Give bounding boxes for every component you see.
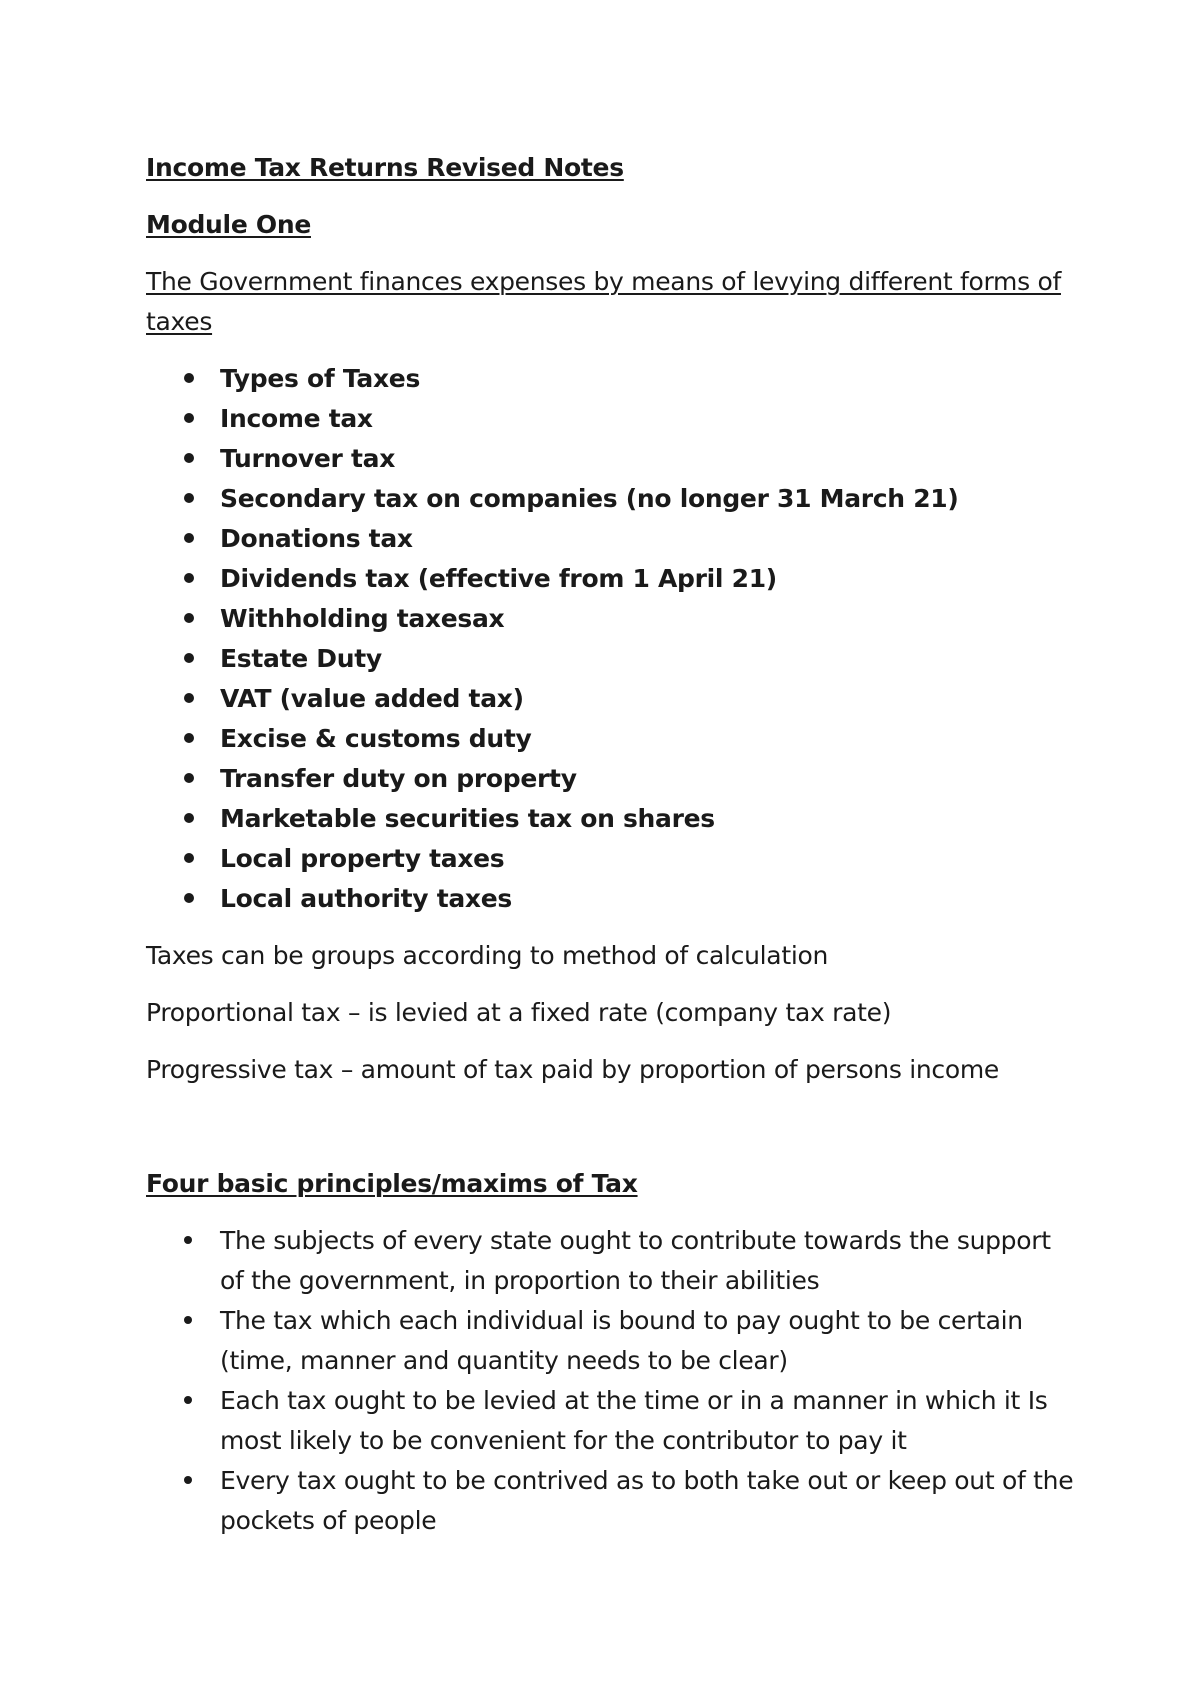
- document-body: [146, 148, 1076, 1558]
- bullet-icon: [184, 573, 194, 583]
- paragraph-progressive-tax: Progressive tax – amount of tax paid by proportion of persons income: [146, 1055, 999, 1084]
- bullet-icon: [184, 893, 194, 903]
- list-item: Transfer duty on property: [146, 759, 1076, 799]
- list-item: Turnover tax: [146, 439, 1076, 479]
- bullet-icon: [184, 1476, 192, 1484]
- list-item: Marketable securities tax on shares: [146, 799, 1076, 839]
- bullet-icon: [184, 1396, 192, 1404]
- list-item: Dividends tax (effective from 1 April 21): [146, 559, 1076, 599]
- document-title: Income Tax Returns Revised Notes: [146, 153, 624, 182]
- list-item: Donations tax: [146, 519, 1076, 559]
- paragraph-proportional-tax: Proportional tax – is levied at a fixed rate (company tax rate): [146, 998, 892, 1027]
- bullet-icon: [184, 773, 194, 783]
- bullet-icon: [184, 453, 194, 463]
- list-item: Each tax ought to be levied at the time or in a manner in which it Is most likely to be convenient for the contributor to pay it: [146, 1381, 1076, 1461]
- principles-list: [146, 1221, 1076, 1541]
- bullet-icon: [184, 533, 194, 543]
- bullet-icon: [184, 493, 194, 503]
- paragraph-tax-groups: Taxes can be groups according to method of calculation: [146, 941, 829, 970]
- principles-heading: Four basic principles/maxims of Tax: [146, 1169, 638, 1198]
- module-heading: Module One: [146, 210, 311, 239]
- list-item: VAT (value added tax): [146, 679, 1076, 719]
- tax-types-list: [146, 359, 1076, 919]
- section-spacer: [146, 1107, 1076, 1164]
- list-item: Local authority taxes: [146, 879, 1076, 919]
- bullet-icon: [184, 1316, 192, 1324]
- list-item: Secondary tax on companies (no longer 31 March 21): [146, 479, 1076, 519]
- bullet-icon: [184, 373, 194, 383]
- intro-text: The Government finances expenses by means of levying different forms of taxes: [146, 267, 1061, 336]
- bullet-icon: [184, 733, 194, 743]
- list-item: Every tax ought to be contrived as to both take out or keep out of the pockets of people: [146, 1461, 1076, 1541]
- list-item: The subjects of every state ought to contribute towards the support of the government, in proportion to their abilities: [146, 1221, 1076, 1301]
- bullet-icon: [184, 693, 194, 703]
- list-item: Local property taxes: [146, 839, 1076, 879]
- bullet-icon: [184, 813, 194, 823]
- bullet-icon: [184, 1236, 192, 1244]
- bullet-icon: [184, 613, 194, 623]
- bullet-icon: [184, 413, 194, 423]
- bullet-icon: [184, 853, 194, 863]
- list-item: Estate Duty: [146, 639, 1076, 679]
- list-item: Excise & customs duty: [146, 719, 1076, 759]
- list-item: Income tax: [146, 399, 1076, 439]
- list-item: Types of Taxes: [146, 359, 1076, 399]
- bullet-icon: [184, 653, 194, 663]
- list-item: The tax which each individual is bound to pay ought to be certain (time, manner and quantity needs to be clear): [146, 1301, 1076, 1381]
- list-item: Withholding taxesax: [146, 599, 1076, 639]
